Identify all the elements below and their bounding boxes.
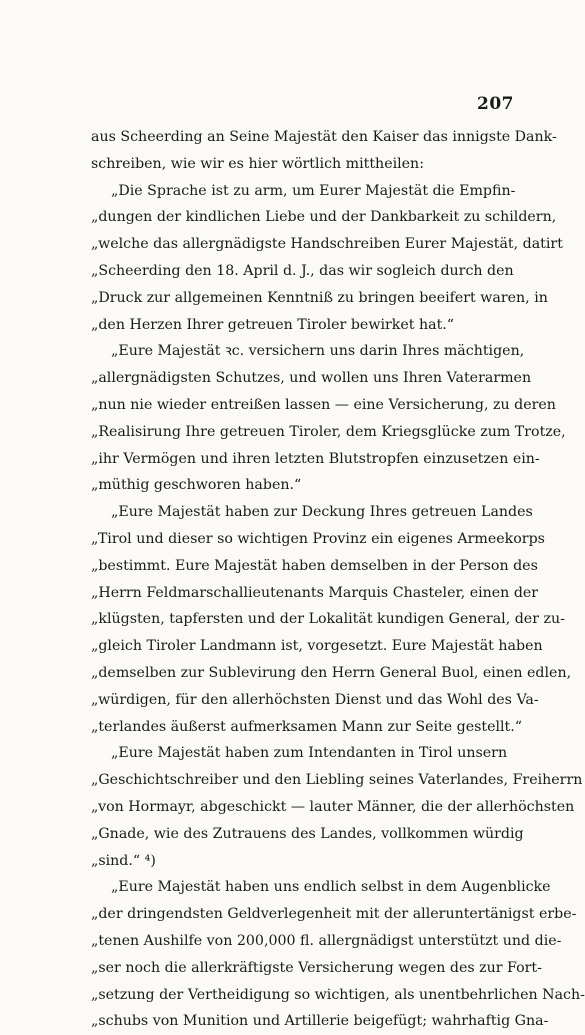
text-line: „klügsten, tapfersten und der Lokalität kundigen General, der zu- <box>91 611 565 628</box>
page-number: 207 <box>477 94 514 114</box>
text-line: „demselben zur Sublevirung den Herrn General Buol, einen edlen, <box>91 664 572 681</box>
text-line: schreiben, wie wir es hier wörtlich mittheilen: <box>91 155 424 172</box>
text-line: „allergnädigsten Schutzes, und wollen uns Ihren Vaterarmen <box>91 370 532 387</box>
text-line: „müthig geschworen haben.“ <box>91 477 302 494</box>
text-line: „welche das allergnädigste Handschreiben Eurer Majestät, datirt <box>91 236 563 253</box>
text-line: „dungen der kindlichen Liebe und der Dankbarkeit zu schildern, <box>91 209 557 226</box>
text-line: „sind.“ ⁴) <box>91 852 156 869</box>
text-line: „bestimmt. Eure Majestät haben demselben in der Person des <box>91 557 538 574</box>
text-line: „Herrn Feldmarschallieutenants Marquis Chasteler, einen der <box>91 584 539 601</box>
text-line: „Tirol und dieser so wichtigen Provinz ein eigenes Armeekorps <box>91 530 545 547</box>
text-line: „Realisirung Ihre getreuen Tiroler, dem Kriegsglücke zum Trotze, <box>91 423 566 440</box>
text-line: „Scheerding den 18. April d. J., das wir sogleich durch den <box>91 262 514 279</box>
text-line: „Eure Majestät haben zum Intendanten in Tirol unsern <box>111 745 508 762</box>
text-line: „schubs von Munition und Artillerie beigefügt; wahrhaftig Gna- <box>91 1013 549 1030</box>
text-line: „Druck zur allgemeinen Kenntniß zu bringen beeifert waren, in <box>91 289 548 306</box>
text-line: „gleich Tiroler Landmann ist, vorgesetzt. Eure Majestät haben <box>91 638 543 655</box>
text-line: „Gnade, wie des Zutrauens des Landes, vollkommen würdig <box>91 825 524 842</box>
text-line: „Eure Majestät ꝛc. versichern uns darin Ihres mächtigen, <box>111 343 525 360</box>
text-line: „ihr Vermögen und ihren letzten Blutstropfen einzusetzen ein- <box>91 450 540 467</box>
text-line: „ser noch die allerkräftigste Versicherung wegen des zur Fort- <box>91 959 542 976</box>
text-line: „Geschichtschreiber und den Liebling seines Vaterlandes, Freiherrn <box>91 772 583 789</box>
text-line: „den Herzen Ihrer getreuen Tiroler bewirket hat.“ <box>91 316 455 333</box>
text-line: „nun nie wieder entreißen lassen — eine Versicherung, zu deren <box>91 396 556 413</box>
text-line: „Eure Majestät haben uns endlich selbst in dem Augenblicke <box>111 879 551 896</box>
text-line: „setzung der Vertheidigung so wichtigen, als unentbehrlichen Nach- <box>91 986 585 1003</box>
text-line: „würdigen, für den allerhöchsten Dienst und das Wohl des Va- <box>91 691 539 708</box>
text-line: „der dringendsten Geldverlegenheit mit der alleruntertänigst erbe- <box>91 906 577 923</box>
text-line: „Eure Majestät haben zur Deckung Ihres getreuen Landes <box>111 504 533 521</box>
text-line: „tenen Aushilfe von 200,000 fl. allergnädigst unterstützt und die- <box>91 932 562 949</box>
text-line: „terlandes äußerst aufmerksamen Mann zur Seite gestellt.“ <box>91 718 523 735</box>
body-text <box>91 124 585 1035</box>
text-line: „von Hormayr, abgeschickt — lauter Männer, die der allerhöchsten <box>91 798 575 815</box>
text-line: „Die Sprache ist zu arm, um Eurer Majestät die Empfin- <box>111 182 516 199</box>
text-line: aus Scheerding an Seine Majestät den Kaiser das innigste Dank- <box>91 129 557 145</box>
